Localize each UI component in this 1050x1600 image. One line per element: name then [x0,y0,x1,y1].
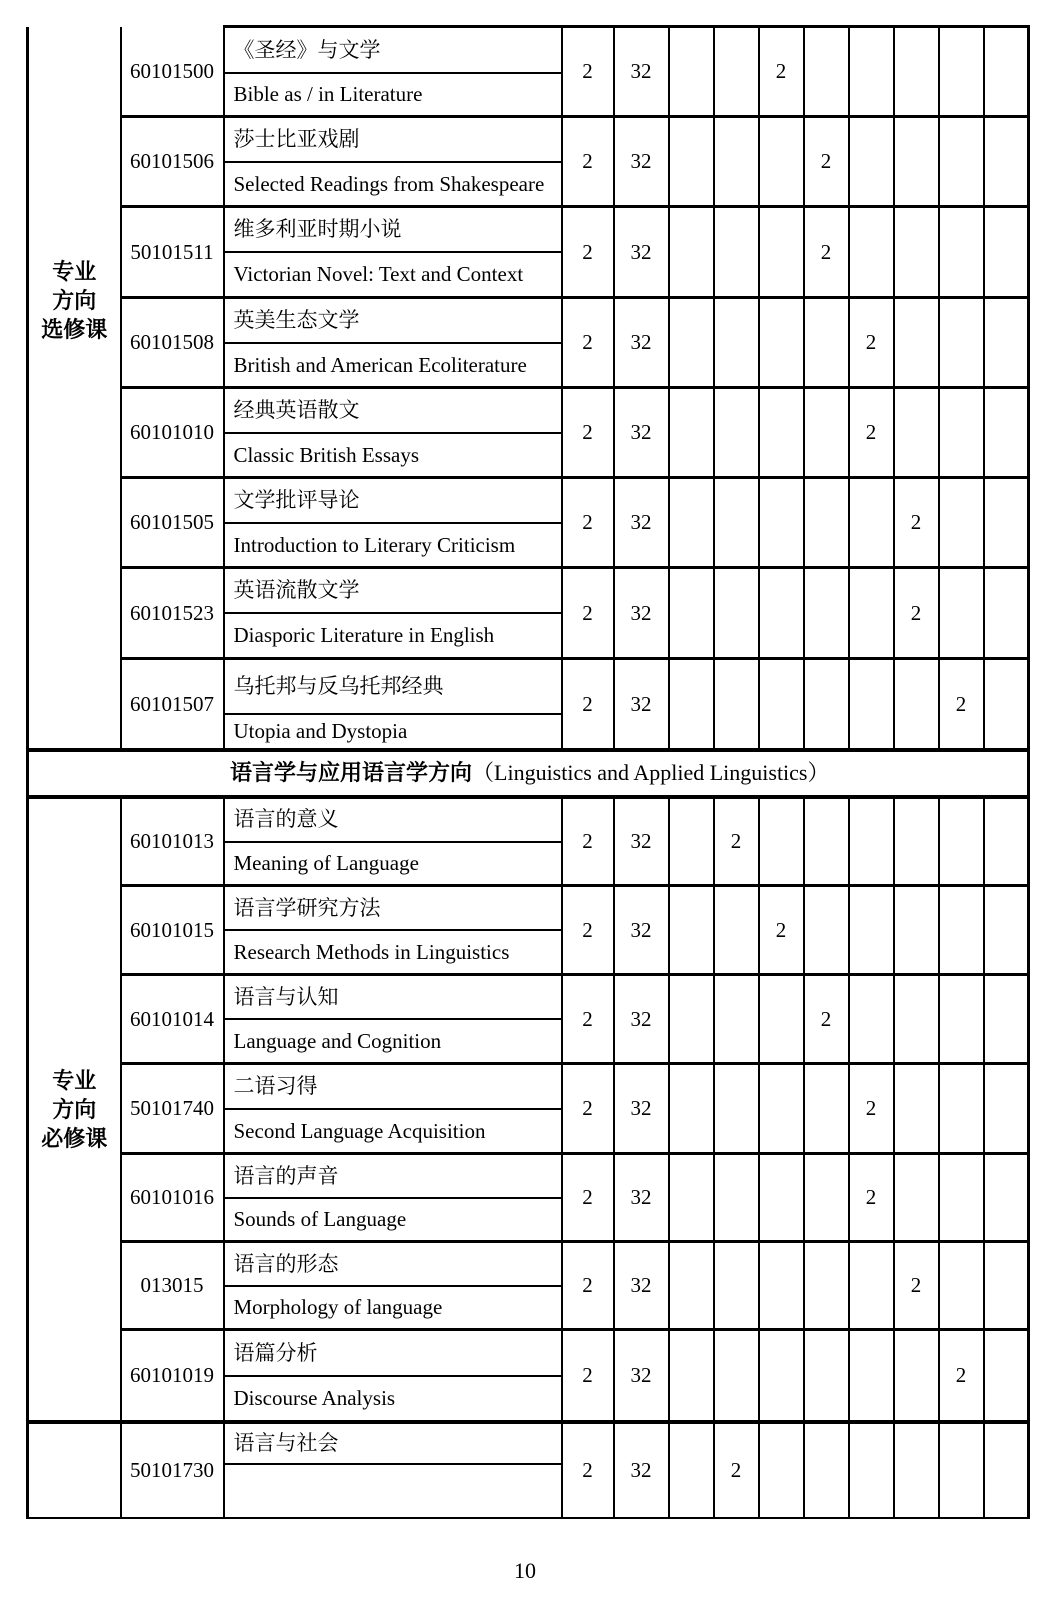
course-name-zh: 英语流散文学 [224,568,562,613]
semester-cell [894,886,939,975]
course-name-zh: 语篇分析 [224,1330,562,1376]
credits-cell: 2 [562,298,614,388]
semester-cell: 2 [804,975,849,1064]
semester-cell [849,659,894,750]
semester-cell [714,886,759,975]
semester-cell [759,1154,804,1242]
semester-cell [849,1242,894,1330]
semester-cell [804,27,849,117]
credits-cell: 2 [562,207,614,298]
course-code-cell: 60101507 [121,659,224,750]
section-header-text-en: （Linguistics and Applied Linguistics） [472,760,830,786]
section-header-text-zh: 语言学与应用语言学方向 [230,760,473,786]
course-name-en: Meaning of Language [224,842,562,886]
semester-cell [984,478,1029,568]
semester-cell [714,1242,759,1330]
hours-cell: 32 [614,117,669,207]
hours-cell: 32 [614,1154,669,1242]
semester-cell [804,886,849,975]
semester-cell [849,797,894,886]
semester-cell: 2 [714,797,759,886]
course-name-en: Sounds of Language [224,1198,562,1242]
semester-cell [669,27,714,117]
course-name-zh: 经典英语散文 [224,388,562,433]
semester-cell [939,886,984,975]
category-label-line: 方向 [52,288,97,313]
semester-cell [984,117,1029,207]
course-name-en: Language and Cognition [224,1019,562,1064]
course-name-en: Morphology of language [224,1286,562,1330]
course-code-cell: 013015 [121,1242,224,1330]
semester-cell [804,797,849,886]
credits-cell: 2 [562,478,614,568]
semester-cell: 2 [759,886,804,975]
course-row [28,117,1029,162]
course-code-cell: 60101506 [121,117,224,207]
credits-cell: 2 [562,117,614,207]
semester-cell [894,27,939,117]
hours-cell: 32 [614,1330,669,1422]
semester-cell [939,568,984,659]
semester-cell [714,388,759,478]
hours-cell: 32 [614,478,669,568]
course-name-zh: 语言与认知 [224,975,562,1019]
semester-cell [984,568,1029,659]
semester-cell [669,478,714,568]
course-row [28,298,1029,343]
semester-cell [939,1422,984,1518]
semester-cell [759,797,804,886]
course-name-zh: 二语习得 [224,1064,562,1109]
semester-cell [669,1154,714,1242]
category-cell [28,27,121,750]
course-code-cell: 60101019 [121,1330,224,1422]
course-code-cell: 50101511 [121,207,224,298]
semester-cell [669,659,714,750]
semester-cell [669,388,714,478]
semester-cell [804,568,849,659]
semester-cell: 2 [804,207,849,298]
semester-cell: 2 [849,388,894,478]
course-row [28,1330,1029,1376]
semester-cell [714,298,759,388]
semester-cell [984,886,1029,975]
semester-cell [939,478,984,568]
semester-cell [894,975,939,1064]
course-name-zh: 语言的意义 [224,797,562,842]
semester-cell: 2 [939,1330,984,1422]
semester-cell [714,27,759,117]
semester-cell [984,1064,1029,1154]
hours-cell: 32 [614,1242,669,1330]
semester-cell [984,298,1029,388]
course-name-zh: 维多利亚时期小说 [224,207,562,252]
semester-cell [759,1064,804,1154]
semester-cell [849,117,894,207]
semester-cell: 2 [894,568,939,659]
semester-cell [669,975,714,1064]
semester-cell [894,117,939,207]
semester-cell [984,1422,1029,1518]
semester-cell [939,27,984,117]
semester-cell [849,207,894,298]
semester-cell [759,659,804,750]
semester-cell [939,298,984,388]
category-label-line: 专业 [52,259,97,284]
semester-cell [939,797,984,886]
semester-cell [984,975,1029,1064]
hours-cell: 32 [614,207,669,298]
semester-cell: 2 [804,117,849,207]
curriculum-table-body [28,27,1029,1518]
page-number: 10 [514,1558,536,1583]
course-row [28,27,1029,73]
semester-cell [804,1422,849,1518]
course-name-en: Selected Readings from Shakespeare [224,162,562,207]
semester-cell [804,1242,849,1330]
semester-cell [759,298,804,388]
course-name-en: Utopia and Dystopia [224,714,562,750]
course-code-cell: 60101014 [121,975,224,1064]
semester-cell [894,797,939,886]
semester-cell [804,1330,849,1422]
course-name-en: Second Language Acquisition [224,1109,562,1154]
semester-cell [849,568,894,659]
semester-cell [984,388,1029,478]
semester-cell [669,1064,714,1154]
semester-cell [759,1242,804,1330]
course-row [28,886,1029,930]
semester-cell: 2 [894,1242,939,1330]
course-row [28,1064,1029,1109]
semester-cell [804,388,849,478]
semester-cell [939,117,984,207]
course-code-cell: 60101016 [121,1154,224,1242]
semester-cell [714,1064,759,1154]
semester-cell [759,1422,804,1518]
semester-cell: 2 [759,27,804,117]
semester-cell [939,1064,984,1154]
course-row [28,388,1029,433]
semester-cell [939,1154,984,1242]
semester-cell [894,1064,939,1154]
course-name-zh: 英美生态文学 [224,298,562,343]
course-name-zh: 语言学研究方法 [224,886,562,930]
semester-cell [849,975,894,1064]
course-code-cell: 60101010 [121,388,224,478]
semester-cell [894,1154,939,1242]
semester-cell [849,886,894,975]
course-row [28,1154,1029,1198]
credits-cell: 2 [562,568,614,659]
credits-cell: 2 [562,659,614,750]
semester-cell [939,207,984,298]
credits-cell: 2 [562,388,614,478]
semester-cell [894,1422,939,1518]
semester-cell [984,659,1029,750]
semester-cell [759,1330,804,1422]
credits-cell: 2 [562,1242,614,1330]
hours-cell: 32 [614,568,669,659]
section-header-row [28,750,1029,797]
semester-cell [984,797,1029,886]
course-name-en: Discourse Analysis [224,1376,562,1422]
semester-cell [894,659,939,750]
credits-cell: 2 [562,1422,614,1518]
semester-cell [759,478,804,568]
semester-cell [669,568,714,659]
course-name-en: Research Methods in Linguistics [224,930,562,975]
course-name-en: Diasporic Literature in English [224,613,562,659]
hours-cell: 32 [614,1422,669,1518]
semester-cell [804,1064,849,1154]
semester-cell [669,1242,714,1330]
semester-cell [804,659,849,750]
semester-cell [984,1242,1029,1330]
credits-cell: 2 [562,1154,614,1242]
course-code-cell: 60101508 [121,298,224,388]
semester-cell [849,478,894,568]
credits-cell: 2 [562,975,614,1064]
course-code-cell: 60101500 [121,27,224,117]
hours-cell: 32 [614,975,669,1064]
course-name-en: British and American Ecoliterature [224,343,562,388]
hours-cell: 32 [614,388,669,478]
semester-cell [804,1154,849,1242]
semester-cell [669,207,714,298]
semester-cell [759,117,804,207]
semester-cell [939,388,984,478]
semester-cell [894,1330,939,1422]
hours-cell: 32 [614,1064,669,1154]
course-code-cell: 60101015 [121,886,224,975]
semester-cell [714,478,759,568]
course-name-zh: 《圣经》与文学 [224,27,562,73]
semester-cell: 2 [894,478,939,568]
semester-cell [714,117,759,207]
course-name-en: Introduction to Literary Criticism [224,523,562,568]
credits-cell: 2 [562,1330,614,1422]
course-row [28,568,1029,613]
hours-cell: 32 [614,298,669,388]
course-name-en: Victorian Novel: Text and Context [224,252,562,298]
credits-cell: 2 [562,1064,614,1154]
course-code-cell: 60101505 [121,478,224,568]
hours-cell: 32 [614,797,669,886]
credits-cell: 2 [562,797,614,886]
course-name-zh: 语言的声音 [224,1154,562,1198]
semester-cell [714,659,759,750]
semester-cell [939,975,984,1064]
semester-cell [714,1154,759,1242]
category-label-line: 方向 [52,1096,97,1122]
semester-cell [759,568,804,659]
semester-cell [759,388,804,478]
course-code-cell: 50101730 [121,1422,224,1518]
category-cell [28,1422,121,1518]
semester-cell [984,1330,1029,1422]
category-label-line: 专业 [52,1067,97,1093]
semester-cell [714,568,759,659]
semester-cell: 2 [849,1064,894,1154]
course-code-cell: 50101740 [121,1064,224,1154]
course-name-en [224,1464,562,1518]
hours-cell: 32 [614,27,669,117]
course-name-zh: 语言与社会 [224,1422,562,1464]
semester-cell: 2 [849,1154,894,1242]
course-row [28,975,1029,1019]
semester-cell [669,1330,714,1422]
semester-cell [714,975,759,1064]
curriculum-table [26,25,1030,1519]
semester-cell: 2 [939,659,984,750]
semester-cell [984,27,1029,117]
semester-cell [714,207,759,298]
course-code-cell: 60101523 [121,568,224,659]
semester-cell [984,207,1029,298]
category-label-line: 选修课 [41,317,108,342]
course-row [28,207,1029,252]
course-row [28,797,1029,842]
hours-cell: 32 [614,659,669,750]
semester-cell [759,975,804,1064]
semester-cell [669,886,714,975]
semester-cell [669,1422,714,1518]
semester-cell [894,298,939,388]
semester-cell: 2 [714,1422,759,1518]
semester-cell [849,1422,894,1518]
curriculum-table-wrapper [26,25,1027,1482]
course-row [28,1242,1029,1286]
semester-cell [669,117,714,207]
semester-cell [894,207,939,298]
category-cell [28,797,121,1422]
semester-cell [669,298,714,388]
semester-cell [939,1242,984,1330]
course-name-en: Bible as / in Literature [224,73,562,117]
hours-cell: 32 [614,886,669,975]
semester-cell: 2 [849,298,894,388]
course-name-zh: 文学批评导论 [224,478,562,523]
course-row [28,478,1029,523]
semester-cell [759,207,804,298]
course-name-zh: 乌托邦与反乌托邦经典 [224,659,562,714]
course-name-zh: 语言的形态 [224,1242,562,1286]
semester-cell [804,298,849,388]
semester-cell [849,1330,894,1422]
course-name-en: Classic British Essays [224,433,562,478]
semester-cell [804,478,849,568]
credits-cell: 2 [562,886,614,975]
semester-cell [714,1330,759,1422]
category-label-line: 必修课 [41,1125,108,1151]
course-row [28,1422,1029,1464]
section-header-cell [28,750,1029,797]
semester-cell [849,27,894,117]
semester-cell [669,797,714,886]
course-code-cell: 60101013 [121,797,224,886]
course-name-zh: 莎士比亚戏剧 [224,117,562,162]
credits-cell: 2 [562,27,614,117]
semester-cell [984,1154,1029,1242]
semester-cell [894,388,939,478]
course-row [28,659,1029,714]
